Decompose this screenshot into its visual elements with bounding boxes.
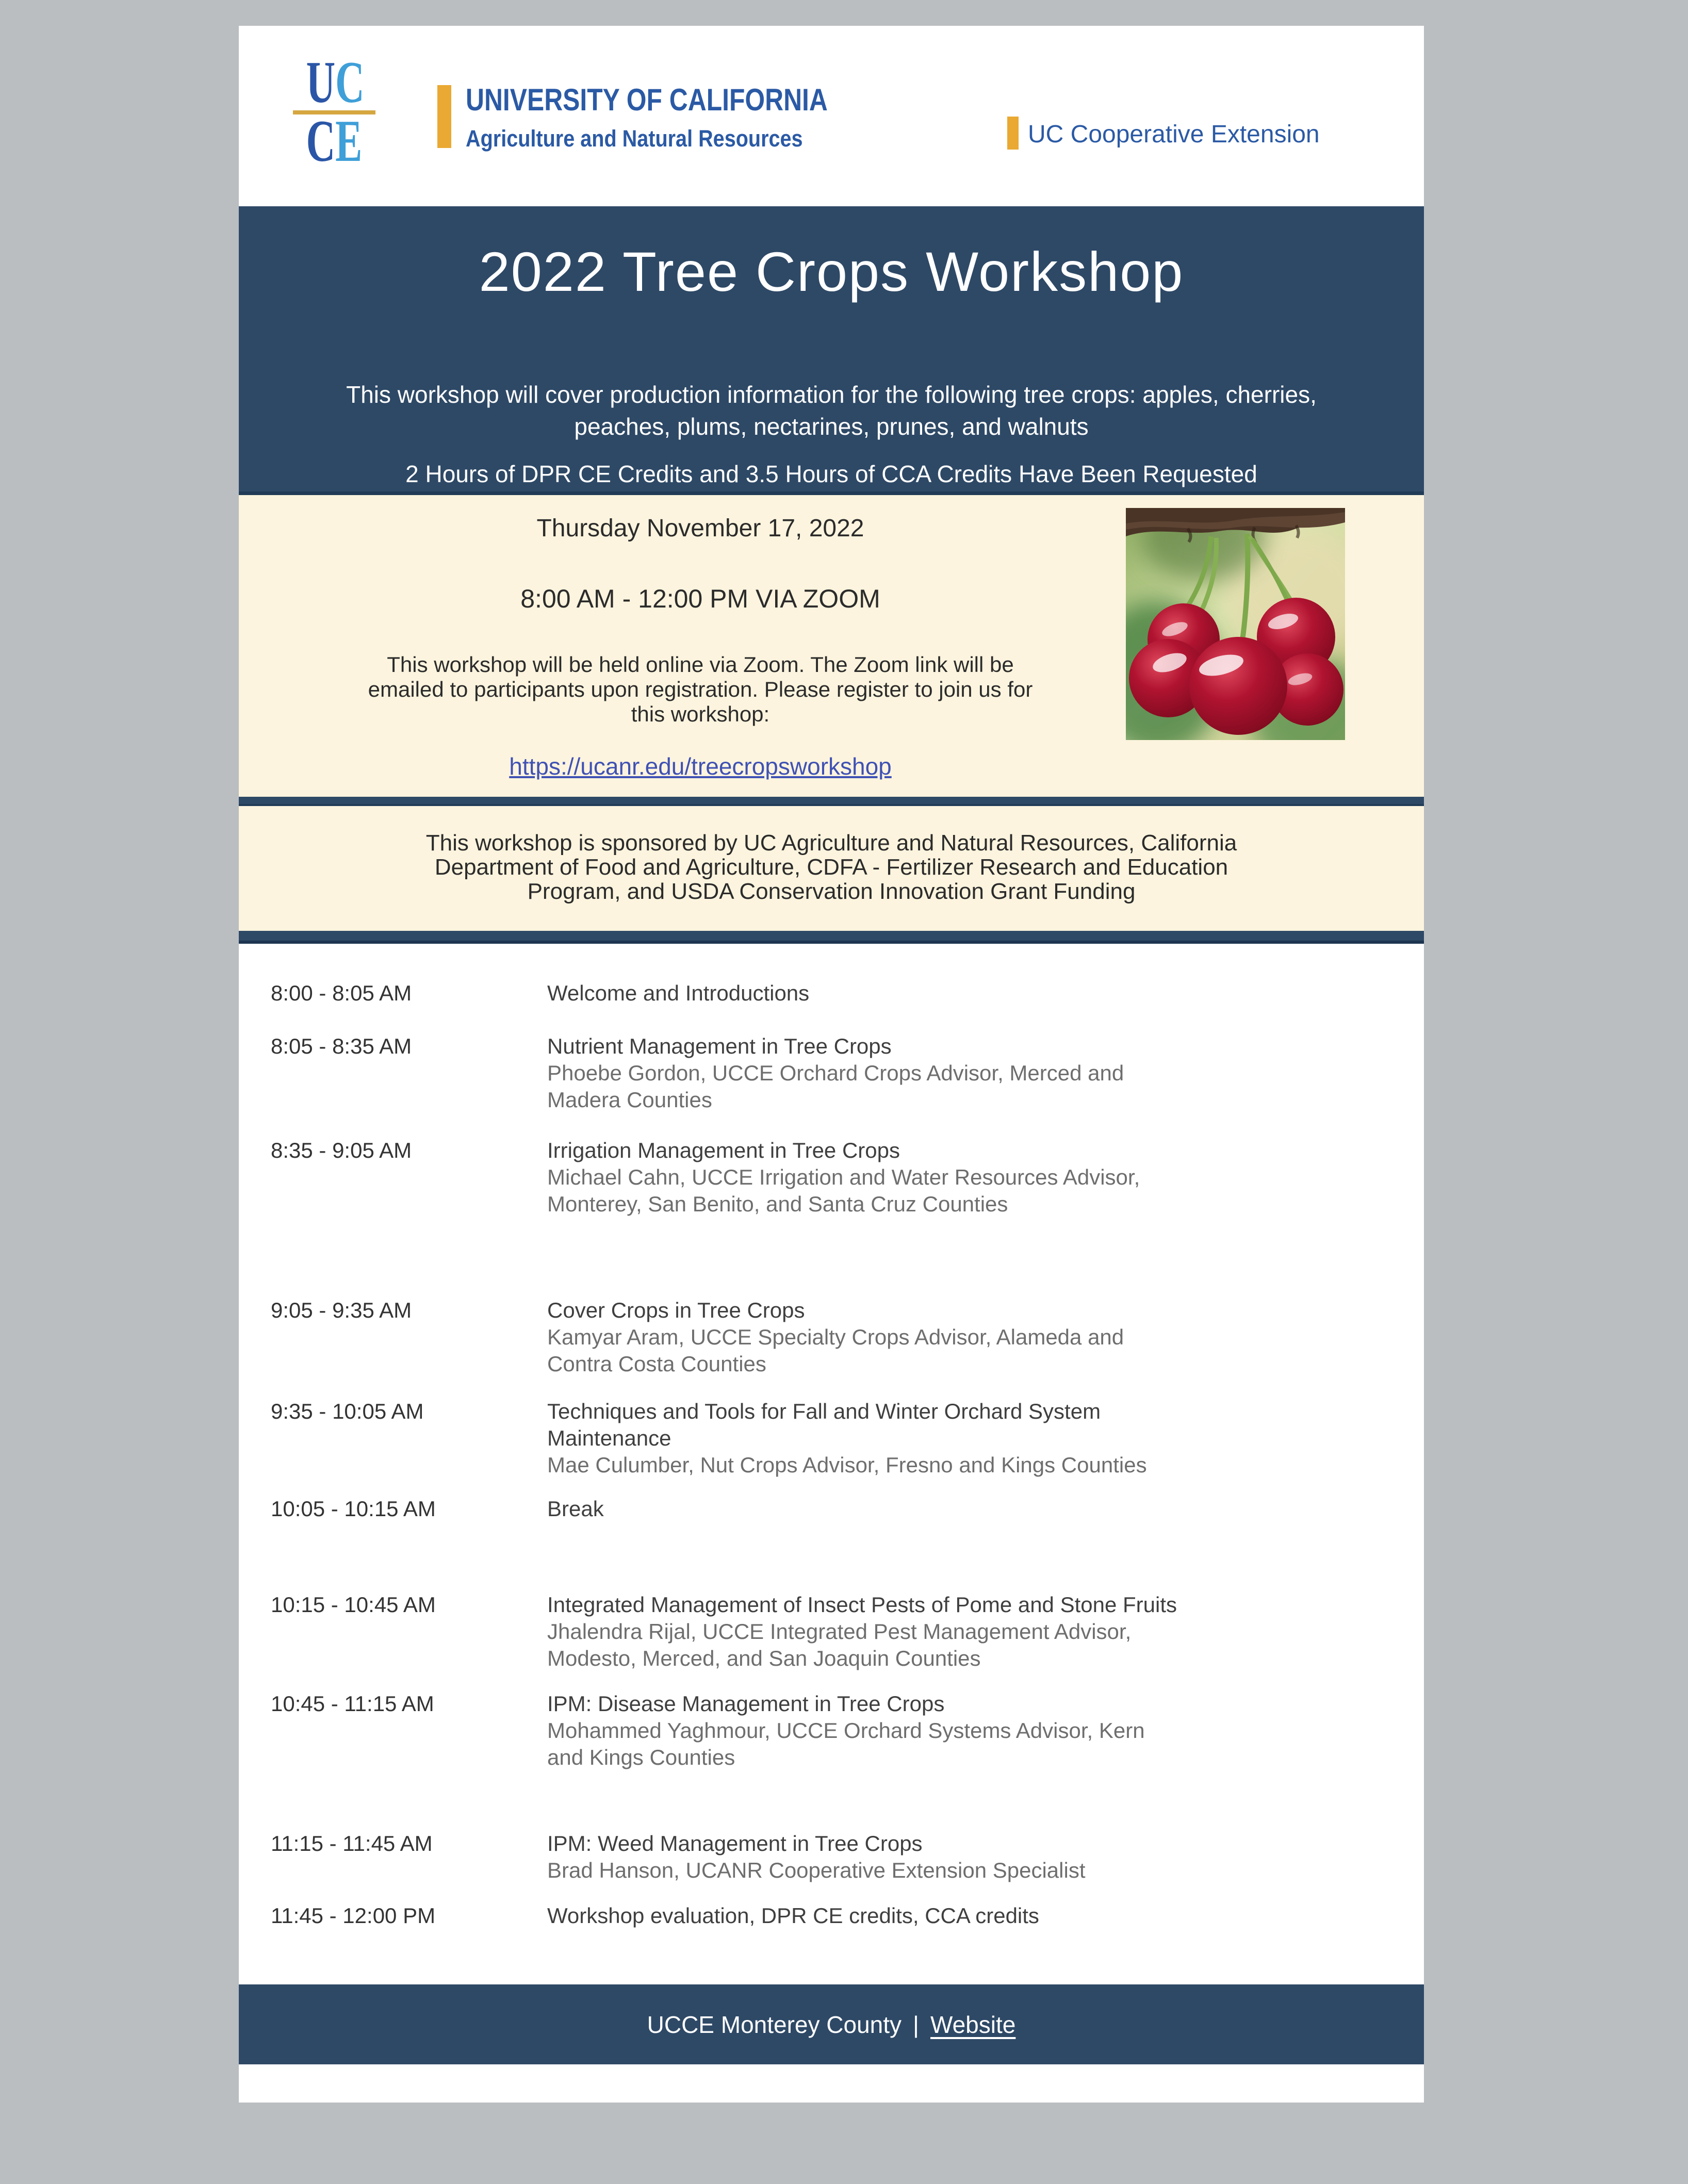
schedule-time: 11:45 - 12:00 PM bbox=[271, 1903, 436, 1928]
schedule-time: 9:05 - 9:35 AM bbox=[271, 1298, 412, 1322]
session-title: IPM: Disease Management in Tree Crops bbox=[547, 1692, 945, 1716]
schedule-time: 9:35 - 10:05 AM bbox=[271, 1399, 424, 1423]
schedule-time: 10:45 - 11:15 AM bbox=[271, 1692, 434, 1716]
session-title: IPM: Weed Management in Tree Crops bbox=[547, 1831, 923, 1855]
session-title: Workshop evaluation, DPR CE credits, CCA credits bbox=[547, 1903, 1039, 1928]
logo-letter-u: U bbox=[306, 50, 336, 115]
session-speaker: Jhalendra Rijal, UCCE Integrated Pest Management Advisor, Modesto, Merced, and San Joaquin Counties bbox=[547, 1619, 1132, 1670]
schedule-row bbox=[271, 1690, 1424, 1771]
org-name: UNIVERSITY OF CALIFORNIA bbox=[466, 83, 828, 117]
schedule-row bbox=[271, 1902, 1424, 1929]
workshop-title: 2022 Tree Crops Workshop bbox=[479, 240, 1184, 303]
session-title: Integrated Management of Insect Pests of Pome and Stone Fruits bbox=[547, 1592, 1177, 1617]
schedule-content bbox=[547, 980, 809, 1007]
footer-org: UCCE Monterey County bbox=[647, 2011, 902, 2038]
workshop-description: This workshop will cover production information for the following tree crops: apples, cherries, peaches, plums, nectarines, prunes, and walnuts bbox=[346, 381, 1317, 440]
schedule-content bbox=[547, 1902, 1039, 1929]
schedule-row bbox=[271, 1830, 1424, 1884]
session-title: Welcome and Introductions bbox=[547, 981, 810, 1005]
schedule-time: 11:15 - 11:45 AM bbox=[271, 1831, 433, 1855]
sponsor-section bbox=[239, 806, 1424, 931]
gold-divider-bar bbox=[437, 85, 451, 148]
schedule-time: 10:05 - 10:15 AM bbox=[271, 1497, 436, 1521]
footer-separator: | bbox=[913, 2011, 919, 2038]
credits-line: 2 Hours of DPR CE Credits and 3.5 Hours of CCA Credits Have Been Requested bbox=[405, 461, 1257, 487]
schedule-content bbox=[547, 1398, 1187, 1479]
registration-note: This workshop will be held online via Zoom. The Zoom link will be emailed to participants upon registration. Please register to join us for this workshop: bbox=[368, 652, 1033, 726]
session-title: Irrigation Management in Tree Crops bbox=[547, 1138, 900, 1162]
org-wordmark bbox=[466, 84, 902, 152]
ucce-logo-line1 bbox=[306, 50, 365, 115]
header bbox=[239, 26, 1424, 206]
logo-letter-c2: C bbox=[306, 108, 336, 174]
navy-divider-2 bbox=[239, 931, 1424, 944]
event-info-section bbox=[239, 495, 1424, 797]
schedule-row bbox=[271, 1297, 1424, 1377]
schedule-row bbox=[271, 980, 1424, 1007]
org-division: Agriculture and Natural Resources bbox=[466, 125, 803, 152]
schedule-content bbox=[547, 1496, 604, 1522]
schedule-content bbox=[547, 1830, 1086, 1884]
session-speaker: Phoebe Gordon, UCCE Orchard Crops Advisor, Merced and Madera Counties bbox=[547, 1061, 1124, 1112]
session-speaker: Mohammed Yaghmour, UCCE Orchard Systems Advisor, Kern and Kings Counties bbox=[547, 1718, 1145, 1769]
footer-website-link[interactable]: Website bbox=[930, 2011, 1016, 2038]
schedule-time: 8:00 - 8:05 AM bbox=[271, 981, 412, 1005]
session-title: Nutrient Management in Tree Crops bbox=[547, 1034, 892, 1058]
agenda-list bbox=[239, 944, 1424, 1984]
schedule-row bbox=[271, 1137, 1424, 1218]
schedule-content bbox=[547, 1591, 1187, 1672]
event-time: 8:00 AM - 12:00 PM VIA ZOOM bbox=[520, 584, 880, 613]
ucce-logo bbox=[293, 50, 375, 174]
session-speaker: Michael Cahn, UCCE Irrigation and Water Resources Advisor, Monterey, San Benito, and Santa Cruz Counties bbox=[547, 1165, 1140, 1216]
session-speaker: Brad Hanson, UCANR Cooperative Extension Specialist bbox=[547, 1858, 1086, 1882]
schedule-time: 8:05 - 8:35 AM bbox=[271, 1034, 412, 1058]
footer-bar bbox=[239, 1984, 1424, 2064]
session-title: Techniques and Tools for Fall and Winter Orchard System Maintenance bbox=[547, 1399, 1101, 1450]
schedule-time: 10:15 - 10:45 AM bbox=[271, 1592, 436, 1617]
session-speaker: Kamyar Aram, UCCE Specialty Crops Advisor, Alameda and Contra Costa Counties bbox=[547, 1325, 1124, 1376]
sponsor-text: This workshop is sponsored by UC Agriculture and Natural Resources, California Department of Food and Agriculture, CDFA - Fertilizer Research and Education Program, and USDA Conservation Innovation Grant Funding bbox=[425, 830, 1237, 904]
logo-letter-c1: C bbox=[335, 50, 365, 115]
card-bottom-margin bbox=[239, 2064, 1424, 2103]
schedule-row bbox=[271, 1398, 1424, 1479]
session-speaker: Mae Culumber, Nut Crops Advisor, Fresno and Kings Counties bbox=[547, 1453, 1147, 1477]
schedule-row bbox=[271, 1591, 1424, 1672]
session-title: Cover Crops in Tree Crops bbox=[547, 1298, 805, 1322]
logo-letter-e: E bbox=[335, 108, 363, 174]
schedule-time: 8:35 - 9:05 AM bbox=[271, 1138, 412, 1162]
schedule-row bbox=[271, 1033, 1424, 1113]
ucce-logo-line2 bbox=[306, 108, 363, 174]
cherries-photo bbox=[1126, 508, 1345, 740]
schedule-content bbox=[547, 1297, 1187, 1377]
gold-divider-bar-2 bbox=[1007, 117, 1019, 150]
registration-link[interactable]: https://ucanr.edu/treecropsworkshop bbox=[509, 753, 892, 780]
navy-divider bbox=[239, 797, 1424, 806]
schedule-content bbox=[547, 1690, 1187, 1771]
schedule-content bbox=[547, 1137, 1187, 1218]
title-banner bbox=[239, 206, 1424, 495]
event-info-text bbox=[275, 495, 1126, 797]
coop-extension-label: UC Cooperative Extension bbox=[1028, 121, 1320, 148]
session-title: Break bbox=[547, 1497, 604, 1521]
event-date: Thursday November 17, 2022 bbox=[536, 515, 864, 542]
flyer-card bbox=[239, 26, 1424, 2103]
schedule-row bbox=[271, 1496, 1424, 1522]
schedule-content bbox=[547, 1033, 1187, 1113]
